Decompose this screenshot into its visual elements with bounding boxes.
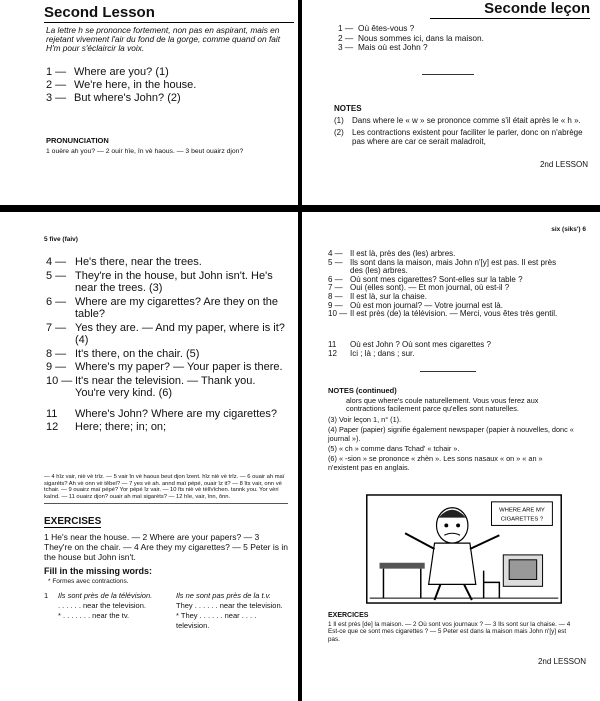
note-item: (4) Paper (papier) signifie également newspaper (papier à nouvelles, donc « journal »). [328,425,574,443]
translation-lines-b [328,340,568,358]
blank-field[interactable]: They . . . . . . near the television. [176,601,283,610]
translation-line: 5 — Ils sont dans la maison, mais John n'[y] est pas. Il est près des (les) arbres. [328,257,557,276]
cartoon-caption-line1: WHERE ARE MY [499,507,545,514]
pronunciation-heading: PRONUNCIATION [46,136,109,145]
notes-heading: NOTES (continued) [328,386,397,395]
dialogue-line: 10 — It's near the television. — Thank you. You're very kind. (6) [46,374,256,399]
blank-field[interactable]: * . . . . . . . near the tv. [58,611,130,620]
dialogue-line: 6 — Where are my cigarettes? Are they on the table? [46,295,278,320]
page-footer: 2nd LESSON [539,160,588,169]
dialogue-line: 11 Where's John? Where are my cigarettes? [46,407,278,420]
note-item: alors que where's coule naturellement. Vous vous ferez aux contractions facilement parce qu'elles sont naturelles. [346,396,539,414]
dialogue-line: 8 — It's there, on the chair. (5) [46,347,200,360]
pronunciation-text: 1 ouère ah you? — 2 ouir hîe, în vè haous. — 3 beut ouairz djon? [46,148,244,155]
translation-line: 11 Où est John ? Où sont mes cigarettes ? [328,340,491,349]
dialogue-line: 2 — We're here, in the house. [46,79,197,91]
note-item: (3) Voir leçon 1, n° (1). [328,414,402,424]
translation-line: 2 — Nous sommes ici, dans la maison. [338,32,484,43]
dialogue-line: 5 — They're in the house, but John isn't. He's near the trees. (3) [46,269,273,294]
translation-line: 4 — Il est là, près des (les) arbres. [328,249,456,258]
dialogue [46,256,286,435]
notes-heading: NOTES [334,104,362,113]
notes [328,397,574,474]
cartoon-caption-line2: CIGARETTES ? [500,516,544,523]
page-number: 5 five (faiv) [44,236,78,243]
translation-line: 1 — Où êtes-vous ? [338,23,415,33]
translation-line: 12 Ici ; là ; dans ; sur. [328,349,415,358]
translation-line: 9 — Où est mon journal? — Votre journal est là. [328,300,503,310]
fill-in-subtitle: * Formes avec contractions. [48,578,129,585]
dialogue-line: 9 — Where's my paper? — Your paper is there. [46,361,283,373]
lesson-title: Seconde leçon [430,0,590,19]
page-five [0,0,298,701]
page-number: six (siks') 6 [551,226,586,233]
note-item: (2) Les contractions existent pour faciliter le parler, donc on n'abrège pas where are car ce serait maladroit, [334,127,583,146]
dialogue-line: 7 — Yes they are. — And my paper, where is it? (4) [46,321,285,346]
translation-line: 10 — Il est près (de) la télévision. — Merci, vous êtes très gentil. [328,309,558,319]
fill-in-heading: Fill in the missing words: [44,566,153,576]
exercises-text: 1 He's near the house. — 2 Where are your papers? — 3 They're on the chair. — 4 Are they my cigarettes? — 5 Peter is in the house but John isn't. [44,532,288,562]
translation-line: 8 — Il est là, sur la chaise. [328,291,427,301]
note-item: (6) « -sion » se prononce « zhèn ». Les sons nasaux « on » « an » n'existent pas en anglais. [328,454,543,472]
translation-line: 3 — Mais où est John ? [338,42,428,52]
lesson-title: Second Lesson [44,4,294,23]
note-item: (5) « ch » comme dans Tchad' « tchair ». [328,444,460,454]
note-item: (1) Dans where le « w » se prononce comme s'il était après le « h ». [334,116,581,125]
divider [44,503,288,504]
translation-lines [328,250,568,319]
dialogue-line: 12 Here; there; in; on; [46,421,167,433]
page-footer: 2nd LESSON [537,657,586,666]
fill-in-table [44,591,288,631]
blank-field[interactable]: . . . . . . near the television. [58,601,146,610]
translation-line: 7 — Oui (elles sont). — Et mon journal, où est-il ? [328,283,510,293]
cartoon-illustration [364,494,564,604]
dialogue-line: 3 — But where's John? (2) [46,92,181,104]
page-six [302,0,600,701]
dialogue-line: 4 — He's there, near the trees. [46,256,202,268]
exercises-text: 1 Il est près [de] la maison. — 2 Où sont vos journaux ? — 3 Ils sont sur la chaise. — 4 Est-ce que ce sont mes cigarettes ? — 5 Peter est dans la maison mais John n'[y] est pas. [328,621,571,643]
intro-text: La lettre h se prononce fortement, non pas en aspirant, mais en rejetant vivement l'air du fond de la gorge, comme quand on fait H'm pour s'éclaircir la voix. [46,25,281,54]
fill-in-row: 1 Ils sont près de la télévision. Ils ne sont pas près de la t.v. [44,591,271,600]
exercises-heading: EXERCISES [44,516,102,527]
blank-field[interactable]: * They . . . . . . near . . . . television. [176,611,257,630]
pronunciation-text: — 4 hîz vair, niè vè trîz. — 5 vair în vè haous beut djon îzent. hîz niè vè trîz. — 6 ouair ah maï sigaréts? Ah vè onn vè têbel? — 7 yes vè ah. annd maï pépé, ouair îz it? — 8 îts vair, onn vè tchair. — 9 ouairz maï pépé? Yor pépé îz vair. — 10 îts niè vè tèlîvîchen. tannk you. Yor vèri kaïnd. — 11 ouairz djon? ouair ah maï sigarèts? — 12 hîe, vair, înn, ônn. [44,474,285,500]
fill-in-row [44,611,288,631]
translation-line: 6 — Où sont mes cigarettes? Sont-elles sur la table ? [328,274,523,284]
dialogue-line: 1 — Where are you? (1) [46,66,169,78]
fill-in-row [44,601,288,611]
divider [420,371,476,372]
exercises-heading: EXERCICES [328,612,369,619]
